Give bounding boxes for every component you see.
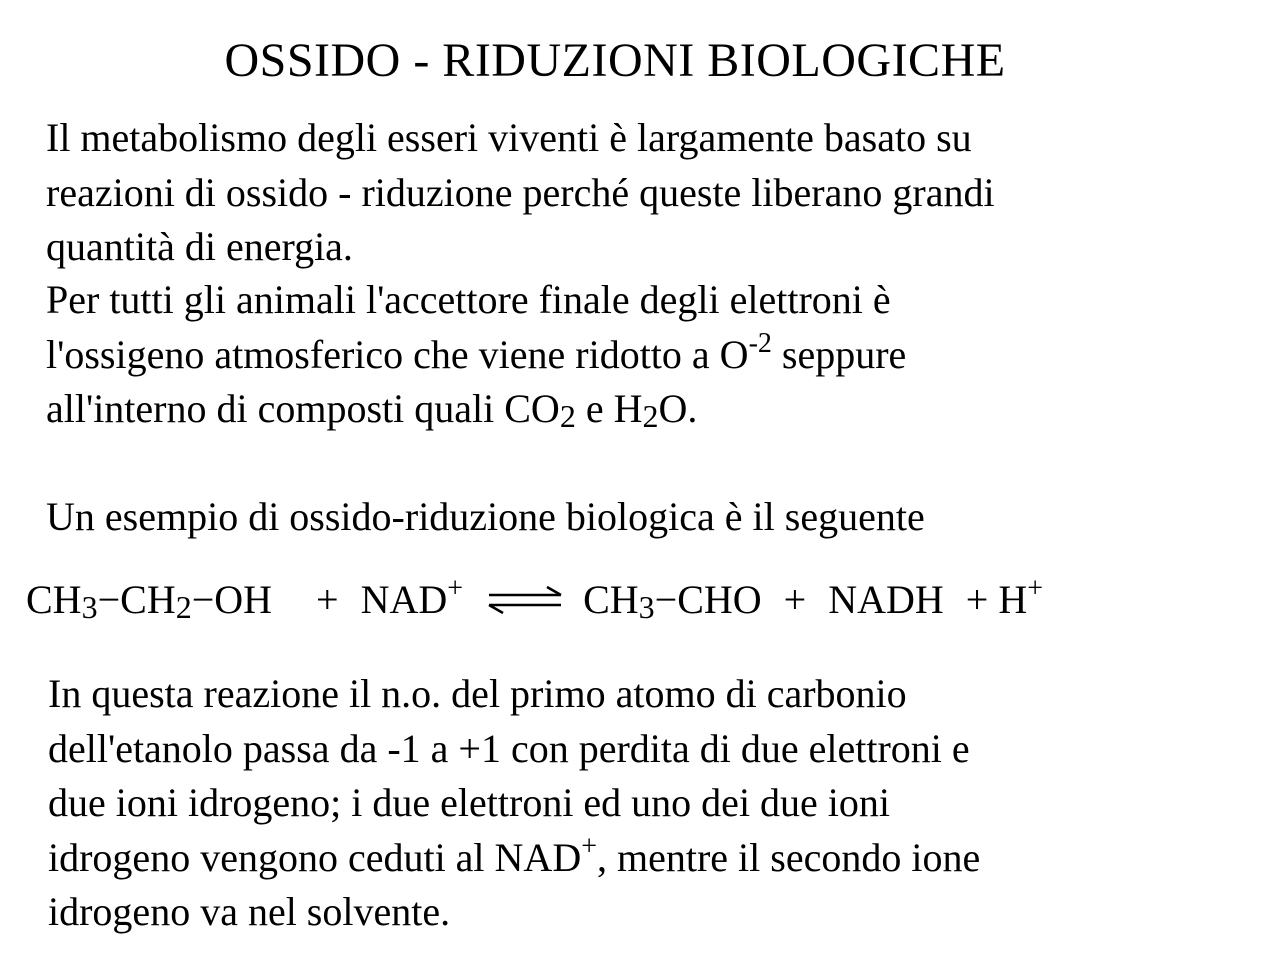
text-segment: e H: [575, 386, 643, 431]
product-acetaldehyde: [583, 572, 762, 628]
formula-part: H: [998, 577, 1028, 622]
text-line: reazioni di ossido - riduzione perché queste liberano grandi: [46, 169, 995, 215]
paragraph-metabolism: [46, 111, 995, 275]
text-segment: O.: [658, 386, 698, 431]
subscript: 2: [175, 589, 192, 625]
slide-title: OSSIDO - RIDUZIONI BIOLOGICHE: [224, 34, 1006, 87]
text-segment: l'ossigeno atmosferico che viene ridotto a O: [46, 331, 749, 377]
paragraph-electron-acceptor: [46, 273, 906, 437]
text-line: quantità di energia.: [46, 224, 353, 269]
subscript: 3: [638, 589, 655, 625]
text-segment: seppure: [771, 331, 907, 377]
text-line: [48, 831, 980, 886]
product-proton: [998, 572, 1043, 628]
reactant-nad: [361, 572, 463, 628]
plus-sign: +: [965, 577, 989, 622]
text-line: Il metabolismo degli esseri viventi è largamente basato su: [46, 115, 972, 160]
equilibrium-arrow-icon: [485, 579, 565, 619]
superscript: +: [581, 830, 597, 862]
text-line: In questa reazione il n.o. del primo atomo di carbonio: [48, 671, 907, 716]
text-line: due ioni idrogeno; i due elettroni ed uno dei due ioni: [48, 780, 891, 825]
oxidation-number-superscript: -2: [748, 327, 772, 359]
text-line: [46, 382, 906, 437]
subscript: 2: [642, 398, 659, 434]
formula-part: CH: [583, 577, 639, 622]
text-line: dell'etanolo passa da -1 a +1 con perdita di due elettroni e: [48, 725, 970, 771]
chemical-equation: [26, 572, 1043, 628]
paragraph-explanation: [48, 667, 980, 940]
formula-part: NAD: [360, 577, 448, 622]
plus-sign: +: [783, 577, 807, 622]
text-line: idrogeno va nel solvente.: [48, 889, 451, 934]
subscript: 2: [559, 398, 576, 434]
plus-sign: +: [316, 577, 339, 622]
text-line: Un esempio di ossido-riduzione biologica è il seguente: [46, 494, 925, 539]
formula-part: −CHO: [654, 577, 762, 622]
product-nadh: NADH: [828, 577, 944, 622]
subscript: 3: [81, 589, 98, 625]
text-segment: idrogeno vengono ceduti al NAD: [48, 834, 582, 880]
superscript: +: [1027, 573, 1044, 604]
paragraph-example-intro: [46, 490, 925, 545]
formula-part: −CH: [97, 577, 176, 622]
text-line: Per tutti gli animali l'accettore finale degli elettroni è: [46, 277, 891, 322]
text-segment: all'interno di composti quali CO: [46, 386, 560, 431]
reactant-ethanol: [26, 572, 272, 628]
text-segment: , mentre il secondo ione: [597, 834, 981, 880]
formula-part: CH: [26, 577, 82, 622]
superscript: +: [447, 573, 464, 604]
formula-part: −OH: [191, 577, 273, 622]
text-line: [46, 328, 906, 383]
